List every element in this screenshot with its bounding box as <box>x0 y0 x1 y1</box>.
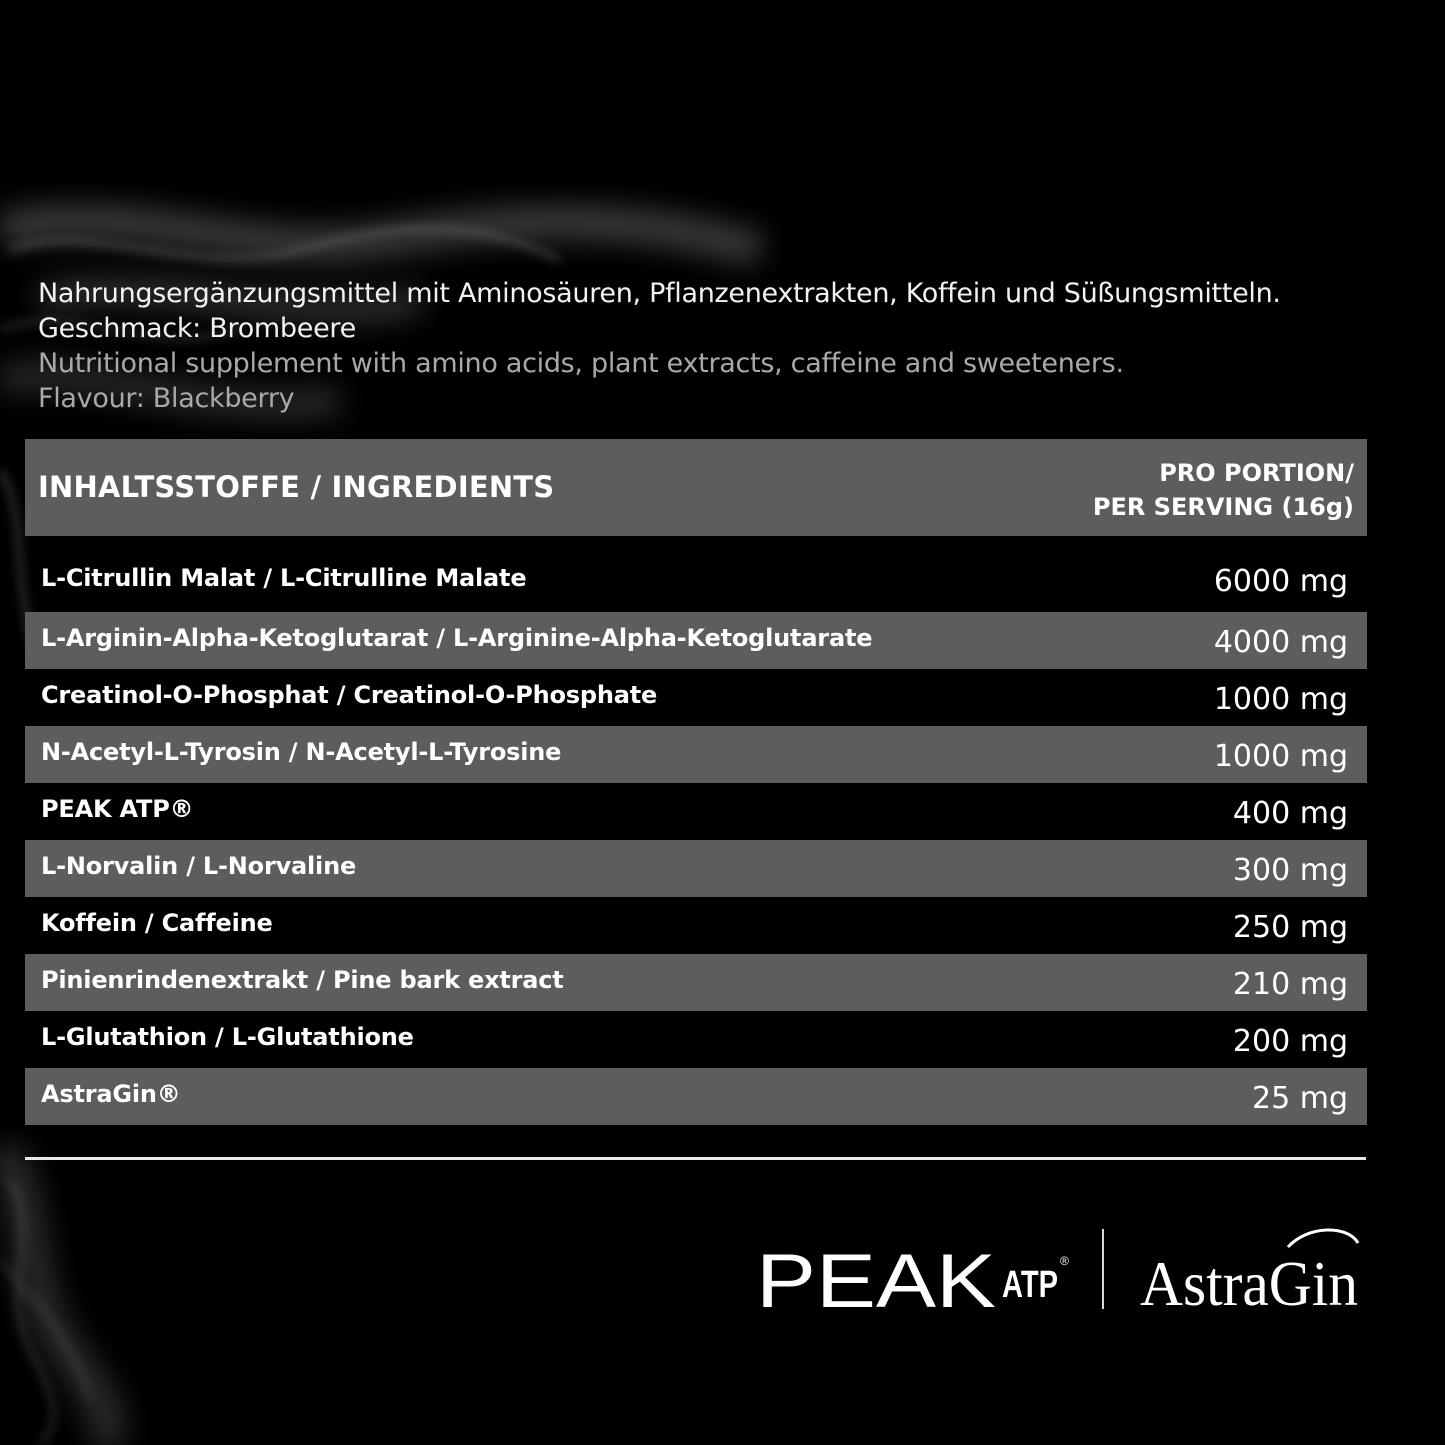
ingredient-amount: 300 mg <box>1232 853 1348 888</box>
serving-header-line2: PER SERVING (16g) <box>1092 493 1354 521</box>
table-row <box>25 954 1367 1011</box>
ingredient-name: L-Citrullin Malat / L-Citrulline Malate <box>41 564 527 592</box>
serving-column-header <box>1093 456 1354 524</box>
ingredient-amount: 6000 mg <box>1213 564 1348 599</box>
ingredient-amount: 1000 mg <box>1213 682 1348 717</box>
ingredient-amount: 200 mg <box>1232 1024 1348 1059</box>
table-row <box>25 840 1367 897</box>
flavour-german: Geschmack: Brombeere <box>38 313 356 344</box>
astragin-logo <box>1138 1225 1370 1315</box>
astragin-logo-wordmark: AstraGin <box>1140 1248 1358 1315</box>
ingredient-amount: 4000 mg <box>1213 625 1348 660</box>
table-row <box>25 536 1367 612</box>
logo-separator <box>1102 1229 1104 1309</box>
ingredient-name: Koffein / Caffeine <box>41 909 273 937</box>
table-header <box>25 439 1367 536</box>
ingredients-table <box>25 439 1367 1125</box>
astragin-swoosh-icon <box>1288 1230 1358 1247</box>
ingredient-amount: 1000 mg <box>1213 739 1348 774</box>
divider-line <box>25 1157 1366 1160</box>
table-row <box>25 783 1367 840</box>
table-row <box>25 726 1367 783</box>
table-row <box>25 669 1367 726</box>
table-row <box>25 1068 1367 1125</box>
ingredient-name: Pinienrindenextrakt / Pine bark extract <box>41 966 564 994</box>
ingredient-name: L-Glutathion / L-Glutathione <box>41 1023 414 1051</box>
ingredient-name: PEAK ATP® <box>41 795 194 823</box>
ingredient-name: AstraGin® <box>41 1080 181 1108</box>
product-description <box>38 276 1398 416</box>
ingredient-name: N-Acetyl-L-Tyrosin / N-Acetyl-L-Tyrosine <box>41 738 562 766</box>
ingredient-amount: 250 mg <box>1232 910 1348 945</box>
table-row <box>25 612 1367 669</box>
brand-logos <box>750 1225 1370 1315</box>
peak-atp-logo <box>756 1225 1076 1315</box>
ingredient-amount: 210 mg <box>1232 967 1348 1002</box>
serving-header-line1: PRO PORTION/ <box>1159 459 1354 487</box>
flavour-english: Flavour: Blackberry <box>38 383 295 414</box>
ingredient-name: L-Arginin-Alpha-Ketoglutarat / L-Arginine-Alpha-Ketoglutarate <box>41 624 873 652</box>
table-row <box>25 1011 1367 1068</box>
description-german: Nahrungsergänzungsmittel mit Aminosäuren, Pflanzenextrakten, Koffein und Süßungsmitteln. <box>38 278 1281 309</box>
description-english: Nutritional supplement with amino acids, plant extracts, caffeine and sweeteners. <box>38 348 1124 379</box>
ingredient-name: L-Norvalin / L-Norvaline <box>41 852 357 880</box>
ingredients-column-header: INHALTSSTOFFE / INGREDIENTS <box>38 470 555 504</box>
ingredient-name: Creatinol-O-Phosphat / Creatinol-O-Phosphate <box>41 681 658 709</box>
ingredient-amount: 400 mg <box>1232 796 1348 831</box>
table-row <box>25 897 1367 954</box>
table-body <box>25 536 1367 1125</box>
peak-logo-atp: ATP <box>1002 1264 1058 1306</box>
ingredient-amount: 25 mg <box>1252 1081 1348 1116</box>
peak-logo-wordmark: PEAK <box>756 1239 996 1315</box>
peak-logo-registered-mark: ® <box>1060 1254 1069 1268</box>
